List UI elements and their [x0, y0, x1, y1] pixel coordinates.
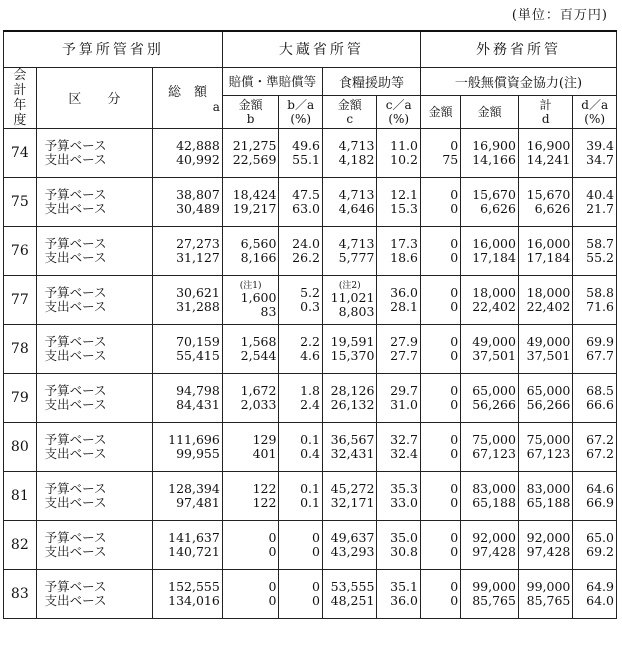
cell-year: 77	[4, 275, 37, 324]
cell-ca: 27.9 27.7	[377, 324, 421, 373]
cell-b: 122 122	[222, 471, 279, 520]
cell-c: 4,713 4,182	[323, 128, 377, 177]
cell-d: 16,000 17,184	[518, 226, 572, 275]
cell-d: 65,000 56,266	[518, 373, 572, 422]
cell-da: 64.6 66.9	[573, 471, 617, 520]
table-row	[4, 275, 617, 324]
cell-ca: 35.1 36.0	[377, 569, 421, 618]
table-row	[4, 177, 617, 226]
unit-label: (単位：百万円)	[511, 8, 608, 23]
header-grant-aid: 一般無償資金協力(注)	[420, 67, 616, 95]
cell-d: 92,000 97,428	[518, 520, 572, 569]
cell-da: 64.9 64.0	[573, 569, 617, 618]
cell-total: 42,888 40,992	[153, 128, 223, 177]
cell-g1: 0 0	[420, 471, 460, 520]
header-grant-amount-2: 金額	[461, 95, 519, 128]
table-row	[4, 373, 617, 422]
cell-c: 53,555 48,251	[323, 569, 377, 618]
header-grant-amount-1: 金額	[420, 95, 460, 128]
cell-g2: 16,900 14,166	[461, 128, 519, 177]
cell-year: 74	[4, 128, 37, 177]
table-row	[4, 128, 617, 177]
cell-year: 76	[4, 226, 37, 275]
cell-da: 58.8 71.6	[573, 275, 617, 324]
cell-year: 82	[4, 520, 37, 569]
cell-division: 予算ベース 支出ベース	[36, 422, 152, 471]
cell-g1: 0 0	[420, 569, 460, 618]
table-row	[4, 520, 617, 569]
cell-da: 68.5 66.6	[573, 373, 617, 422]
cell-g1: 0 0	[420, 373, 460, 422]
cell-ca: 11.0 10.2	[377, 128, 421, 177]
cell-ba: 0.1 0.1	[279, 471, 323, 520]
header-mofa: 外務省所管	[420, 31, 616, 67]
cell-da: 40.4 21.7	[573, 177, 617, 226]
cell-g2: 92,000 97,428	[461, 520, 519, 569]
cell-division: 予算ベース 支出ベース	[36, 275, 152, 324]
cell-da: 58.7 55.2	[573, 226, 617, 275]
cell-total: 128,394 97,481	[153, 471, 223, 520]
cell-ba: 0 0	[279, 569, 323, 618]
cell-total: 30,621 31,288	[153, 275, 223, 324]
cell-da: 69.9 67.7	[573, 324, 617, 373]
cell-b: (注1) 1,600 83	[222, 275, 279, 324]
header-mof: 大蔵省所管	[222, 31, 420, 67]
cell-g2: 83,000 65,188	[461, 471, 519, 520]
cell-c: 28,126 26,132	[323, 373, 377, 422]
cell-b: 1,672 2,033	[222, 373, 279, 422]
cell-year: 80	[4, 422, 37, 471]
cell-ba: 0 0	[279, 520, 323, 569]
note-1: (注1)	[239, 280, 262, 291]
cell-g2: 16,000 17,184	[461, 226, 519, 275]
cell-total: 141,637 140,721	[153, 520, 223, 569]
cell-g2: 75,000 67,123	[461, 422, 519, 471]
cell-total: 111,696 99,955	[153, 422, 223, 471]
cell-total: 38,807 30,489	[153, 177, 223, 226]
cell-c: 49,637 43,293	[323, 520, 377, 569]
cell-total: 27,273 31,127	[153, 226, 223, 275]
cell-ca: 29.7 31.0	[377, 373, 421, 422]
cell-d: 49,000 37,501	[518, 324, 572, 373]
cell-ba: 1.8 2.4	[279, 373, 323, 422]
cell-b: 0 0	[222, 520, 279, 569]
cell-g1: 0 0	[420, 324, 460, 373]
header-ratio-ba: b／a (%)	[279, 95, 323, 128]
cell-ca: 35.0 30.8	[377, 520, 421, 569]
cell-da: 39.4 34.7	[573, 128, 617, 177]
cell-division: 予算ベース 支出ベース	[36, 569, 152, 618]
note-2: (注2)	[338, 280, 361, 291]
cell-year: 83	[4, 569, 37, 618]
cell-total: 70,159 55,415	[153, 324, 223, 373]
cell-b: 1,568 2,544	[222, 324, 279, 373]
header-amount-b: 金額 b	[222, 95, 279, 128]
cell-g1: 0 0	[420, 520, 460, 569]
cell-g2: 49,000 37,501	[461, 324, 519, 373]
cell-division: 予算ベース 支出ベース	[36, 471, 152, 520]
header-total: 総 額 a	[153, 67, 223, 128]
cell-g2: 15,670 6,626	[461, 177, 519, 226]
cell-g2: 65,000 56,266	[461, 373, 519, 422]
header-sum-d: 計 d	[518, 95, 572, 128]
cell-da: 65.0 69.2	[573, 520, 617, 569]
table-row	[4, 471, 617, 520]
cell-c: 36,567 32,431	[323, 422, 377, 471]
header-amount-c: 金額 c	[323, 95, 377, 128]
cell-ba: 0.1 0.4	[279, 422, 323, 471]
cell-d: 83,000 65,188	[518, 471, 572, 520]
cell-division: 予算ベース 支出ベース	[36, 373, 152, 422]
cell-year: 81	[4, 471, 37, 520]
cell-d: 15,670 6,626	[518, 177, 572, 226]
cell-c: 4,713 4,646	[323, 177, 377, 226]
cell-b: 18,424 19,217	[222, 177, 279, 226]
cell-g1: 0 0	[420, 226, 460, 275]
cell-b: 6,560 8,166	[222, 226, 279, 275]
cell-ba: 24.0 26.2	[279, 226, 323, 275]
header-food-aid: 食糧援助等	[323, 67, 421, 95]
aid-budget-table	[3, 30, 617, 619]
table-row	[4, 324, 617, 373]
cell-ca: 36.0 28.1	[377, 275, 421, 324]
header-category: 予算所管省別	[4, 31, 223, 67]
table-row	[4, 422, 617, 471]
cell-d: 18,000 22,402	[518, 275, 572, 324]
header-fiscal-year: 会 計 年 度	[4, 67, 37, 128]
cell-da: 67.2 67.2	[573, 422, 617, 471]
cell-g2: 18,000 22,402	[461, 275, 519, 324]
cell-ca: 12.1 15.3	[377, 177, 421, 226]
cell-year: 79	[4, 373, 37, 422]
cell-g1: 0 75	[420, 128, 460, 177]
header-ratio-ca: c／a (%)	[377, 95, 421, 128]
cell-b: 0 0	[222, 569, 279, 618]
cell-total: 152,555 134,016	[153, 569, 223, 618]
cell-year: 78	[4, 324, 37, 373]
cell-ba: 5.2 0.3	[279, 275, 323, 324]
cell-total: 94,798 84,431	[153, 373, 223, 422]
cell-d: 75,000 67,123	[518, 422, 572, 471]
cell-c: 45,272 32,171	[323, 471, 377, 520]
cell-ba: 2.2 4.6	[279, 324, 323, 373]
cell-g1: 0 0	[420, 422, 460, 471]
cell-b: 129 401	[222, 422, 279, 471]
cell-ca: 32.7 32.4	[377, 422, 421, 471]
cell-division: 予算ベース 支出ベース	[36, 226, 152, 275]
cell-c: 19,591 15,370	[323, 324, 377, 373]
cell-ba: 47.5 63.0	[279, 177, 323, 226]
cell-g1: 0 0	[420, 275, 460, 324]
cell-b: 21,275 22,569	[222, 128, 279, 177]
table-row	[4, 569, 617, 618]
header-ratio-da: d／a (%)	[573, 95, 617, 128]
header-division: 区 分	[36, 67, 152, 128]
cell-ba: 49.6 55.1	[279, 128, 323, 177]
cell-g2: 99,000 85,765	[461, 569, 519, 618]
cell-g1: 0 0	[420, 177, 460, 226]
cell-c: (注2) 11,021 8,803	[323, 275, 377, 324]
table-row	[4, 226, 617, 275]
header-reparations: 賠償・準賠償等	[222, 67, 322, 95]
cell-d: 16,900 14,241	[518, 128, 572, 177]
cell-d: 99,000 85,765	[518, 569, 572, 618]
cell-c: 4,713 5,777	[323, 226, 377, 275]
cell-division: 予算ベース 支出ベース	[36, 128, 152, 177]
cell-division: 予算ベース 支出ベース	[36, 177, 152, 226]
cell-ca: 35.3 33.0	[377, 471, 421, 520]
cell-division: 予算ベース 支出ベース	[36, 520, 152, 569]
cell-division: 予算ベース 支出ベース	[36, 324, 152, 373]
cell-ca: 17.3 18.6	[377, 226, 421, 275]
cell-year: 75	[4, 177, 37, 226]
